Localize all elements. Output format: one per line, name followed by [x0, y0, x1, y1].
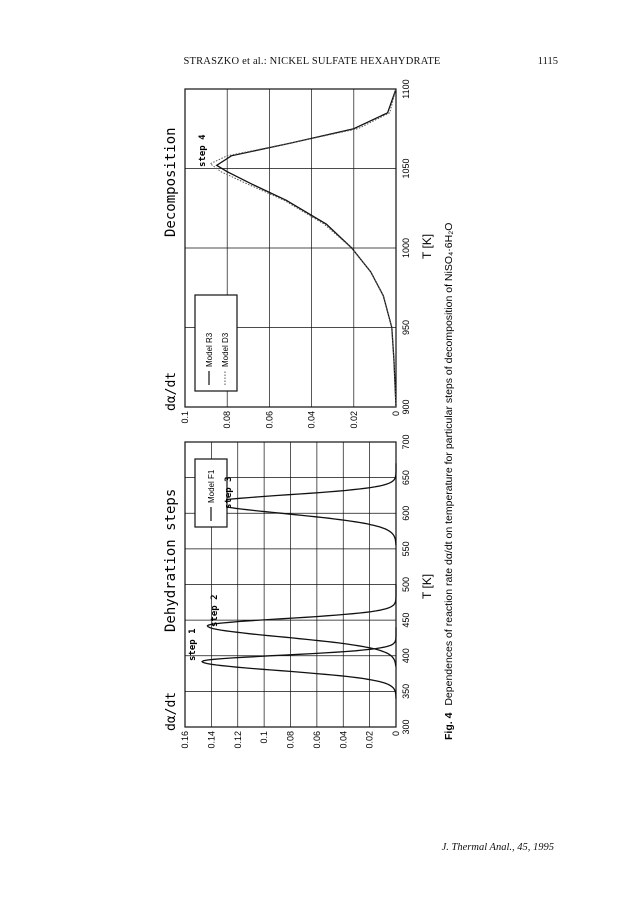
annotation-step-3: step 3: [224, 476, 234, 509]
caption-label: Fig. 4: [443, 712, 455, 740]
caption-text: Dependences of reaction rate dα/dt on temperature for particular steps of decomposition of NiSO₄·6H₂O: [443, 222, 455, 706]
series-line: [202, 627, 396, 698]
x-tick-label: 350: [401, 683, 411, 699]
x-tick-label: 900: [401, 399, 411, 415]
legend-label-r3: Model R3: [205, 332, 214, 367]
x-axis-label: T [K]: [420, 233, 434, 259]
y-tick-label: 0: [391, 411, 401, 417]
y-tick-labels: [180, 411, 401, 429]
x-tick-labels: [401, 79, 411, 414]
x-tick-label: 1050: [401, 158, 411, 179]
y-axis-label: dα/dt: [164, 691, 179, 731]
x-tick-label: 300: [401, 719, 411, 735]
y-tick-label: 0.16: [180, 731, 190, 749]
y-tick-label: 0.1: [180, 411, 190, 424]
legend-label-f1: Model F1: [207, 469, 216, 503]
x-tick-label: 1100: [401, 79, 411, 99]
running-title: STRASZKO et al.: NICKEL SULFATE HEXAHYDRATE: [183, 56, 441, 67]
x-tick-label: 700: [401, 434, 411, 450]
y-tick-label: 0.04: [306, 411, 317, 429]
x-tick-label: 450: [401, 612, 411, 628]
chart-title: Dehydration steps: [163, 488, 179, 632]
y-tick-label: 0: [391, 731, 401, 737]
chart-title: Decomposition: [163, 127, 179, 237]
y-tick-label: 0.08: [222, 411, 233, 429]
x-tick-label: 650: [401, 470, 411, 486]
legend-box: [195, 295, 237, 391]
chart-decomposition: [163, 79, 434, 428]
y-tick-label: 0.06: [311, 731, 322, 749]
page-number: 1115: [537, 56, 558, 67]
annotation-step-4: step 4: [198, 134, 208, 167]
y-tick-label: 0.1: [259, 731, 270, 744]
figure-caption: [443, 223, 455, 740]
annotation-step-1: step 1: [188, 628, 198, 661]
legend-label-d3: Model D3: [221, 332, 230, 367]
chart-dehydration: [163, 434, 434, 748]
annotation-step-2: step 2: [210, 594, 220, 627]
y-tick-label: 0.12: [232, 731, 243, 749]
y-tick-label: 0.06: [264, 411, 275, 429]
y-tick-label: 0.02: [348, 411, 359, 429]
y-axis-label: dα/dt: [164, 371, 179, 411]
y-tick-label: 0.14: [206, 731, 217, 749]
x-tick-label: 500: [401, 576, 411, 593]
x-tick-label: 1000: [401, 237, 411, 259]
y-tick-label: 0.08: [285, 731, 296, 749]
x-tick-label: 550: [401, 541, 411, 557]
y-tick-labels: [180, 731, 401, 749]
legend: [195, 295, 237, 391]
x-tick-label: 950: [401, 319, 411, 336]
series-line: [213, 463, 396, 545]
legend: [195, 459, 227, 527]
rotated-figure: [163, 79, 455, 748]
y-tick-label: 0.02: [364, 731, 375, 749]
y-tick-label: 0.04: [338, 731, 349, 749]
x-tick-label: 400: [401, 648, 411, 664]
x-axis-label: T [K]: [420, 573, 434, 599]
journal-footer: J. Thermal Anal., 45, 1995: [441, 842, 554, 853]
x-tick-label: 600: [401, 505, 411, 521]
x-tick-labels: [401, 434, 411, 734]
